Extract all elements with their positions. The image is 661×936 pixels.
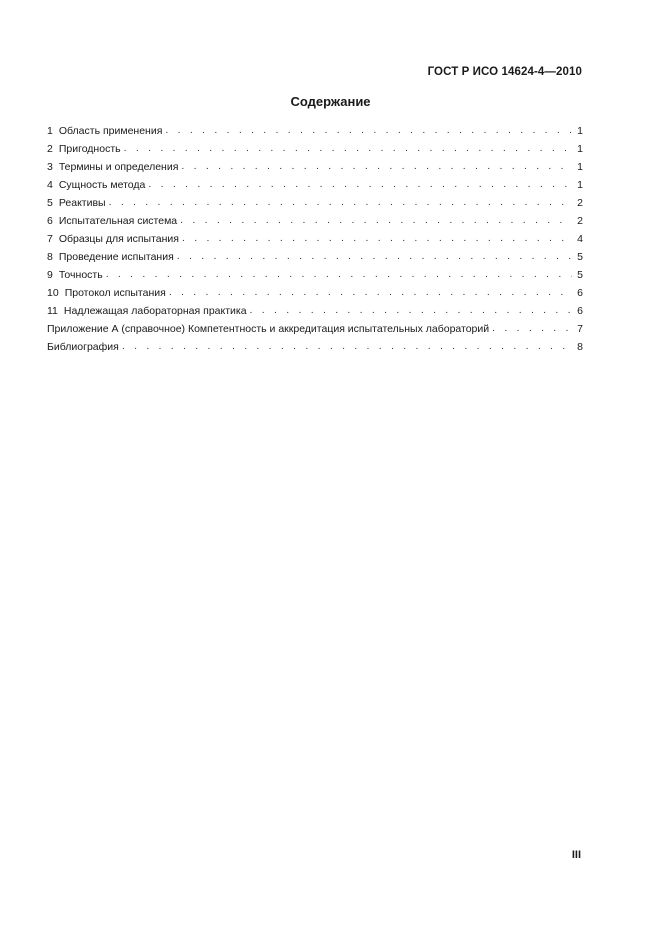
toc-entry-label: Приложение А (справочное) Компетентность и аккредитация испытательных лабораторий [47,323,490,335]
toc-leader-dots [492,319,572,337]
toc-leader-dots [177,247,572,265]
toc-entry-page: 2 [577,197,583,209]
toc-entry-number: 2 [47,143,53,155]
toc-entry-number: 9 [47,269,53,281]
toc-leader-dots [169,283,572,301]
toc-entry[interactable] [47,284,583,302]
toc-entry-page: 7 [577,323,583,335]
toc-title: Содержание [290,94,371,109]
toc-entry-number: 3 [47,161,53,173]
toc-leader-dots [122,337,572,355]
toc-entry-number: 4 [47,179,53,191]
toc-entry-page: 1 [577,179,583,191]
toc-entry-label: Область применения [58,125,163,137]
toc-entry-label: Пригодность [58,143,121,155]
toc-entry-page: 6 [577,305,583,317]
toc-entry-number: 7 [47,233,53,245]
toc-entry-label: Проведение испытания [58,251,174,263]
toc-entry-page: 6 [577,287,583,299]
toc-entry-page: 5 [577,251,583,263]
toc-entry-label: Протокол испытания [64,287,166,299]
toc-entry[interactable] [47,266,583,284]
toc-entry-number: 6 [47,215,53,227]
toc-entry-number: 1 [47,125,53,137]
toc-entry-number: 11 [47,305,58,317]
toc-leader-dots [182,229,572,247]
toc-entry-label: Образцы для испытания [58,233,179,245]
toc-entry-page: 2 [577,215,583,227]
toc-entry[interactable] [47,194,583,212]
toc-leader-dots [106,265,572,283]
toc-entry-page: 8 [577,341,583,353]
page-number: III [571,849,581,861]
toc-entry[interactable] [47,158,583,176]
toc-leader-dots [165,121,572,139]
toc-entry[interactable] [47,140,583,158]
toc-leader-dots [148,175,572,193]
toc-entry-number: 10 [47,287,59,299]
toc-entry-number: 5 [47,197,53,209]
toc-entry-label: Библиография [47,341,119,353]
toc-leader-dots [124,139,572,157]
toc-entry-label: Точность [58,269,103,281]
toc-leader-dots [181,157,572,175]
toc-entry-number: 8 [47,251,53,263]
toc-entry[interactable] [47,302,583,320]
document-code: ГОСТ Р ИСО 14624-4—2010 [427,66,582,78]
toc-entry-bibliography[interactable] [47,338,583,356]
toc-entry[interactable] [47,122,583,140]
toc-entry-page: 1 [577,143,583,155]
table-of-contents [47,122,583,356]
toc-leader-dots [180,211,572,229]
toc-entry-label: Термины и определения [58,161,179,173]
toc-entry[interactable] [47,248,583,266]
toc-entry[interactable] [47,176,583,194]
toc-entry-page: 1 [577,125,583,137]
toc-entry-page: 1 [577,161,583,173]
toc-entry-label: Испытательная система [58,215,178,227]
toc-leader-dots [109,193,572,211]
toc-entry-page: 5 [577,269,583,281]
toc-entry-label: Надлежащая лабораторная практика [63,305,247,317]
toc-entry-appendix[interactable] [47,320,583,338]
toc-entry-label: Сущность метода [58,179,146,191]
toc-entry-label: Реактивы [58,197,106,209]
toc-leader-dots [250,301,572,319]
toc-entry-page: 4 [577,233,583,245]
toc-entry[interactable] [47,212,583,230]
toc-entry[interactable] [47,230,583,248]
